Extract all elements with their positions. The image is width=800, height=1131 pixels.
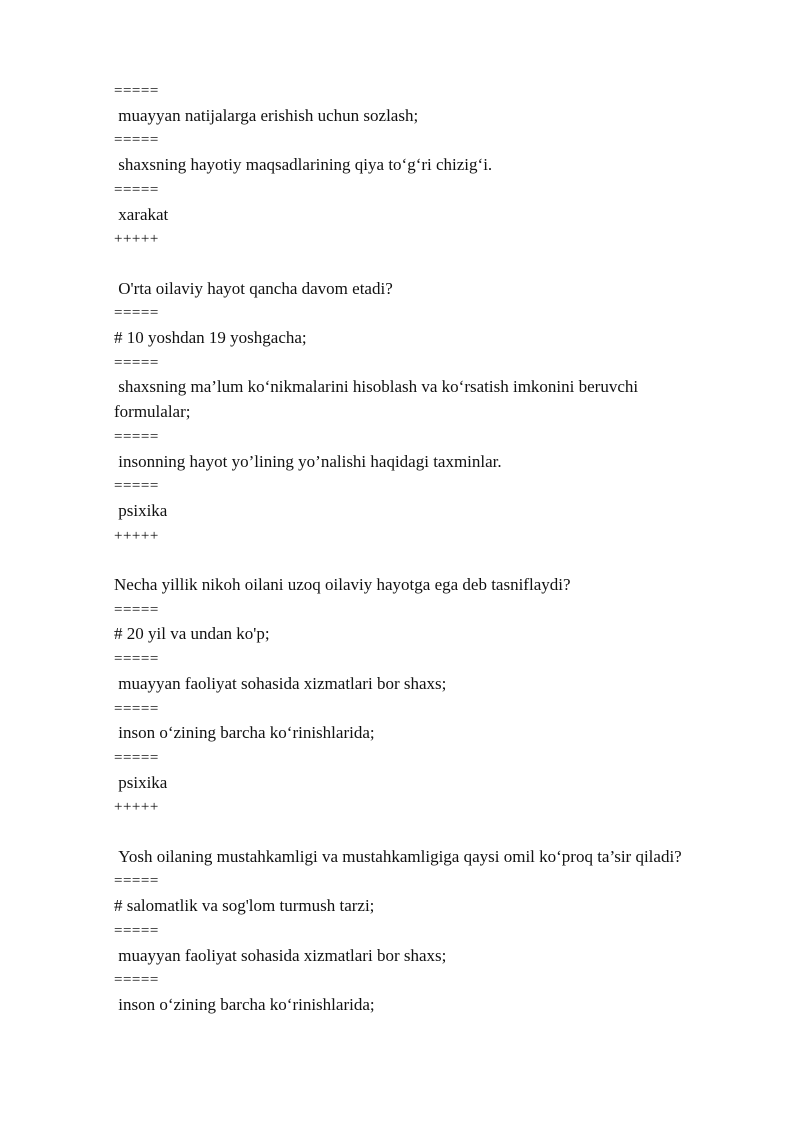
separator-line: +++++ (114, 799, 159, 816)
separator-line: ===== (114, 83, 159, 99)
text-line: Yosh oilaning mustahkamligi va mustahkamligiga qaysi omil ko‘proq ta’sir qiladi? (114, 846, 682, 866)
blank-line (114, 820, 714, 845)
text-line: O'rta oilaviy hayot qancha davom etadi? (114, 278, 393, 298)
text-line: # salomatlik va sog'lom turmush tarzi; (114, 896, 375, 916)
document-page (114, 79, 714, 1018)
text-line: shaxsning hayotiy maqsadlarining qiya to‘g‘ri chizig‘i. (114, 155, 493, 175)
text-line: psixika (114, 500, 168, 520)
separator-line: +++++ (114, 231, 159, 248)
separator-line: ===== (114, 651, 159, 668)
separator-line: ===== (114, 972, 159, 989)
separator-line: ===== (114, 922, 159, 939)
text-line: shaxsning ma’lum ko‘nikmalarini hisoblash va ko‘rsatish imkonini beruvchi formulalar; (114, 377, 643, 422)
separator-line: ===== (114, 354, 159, 371)
separator-line: +++++ (114, 527, 159, 544)
separator-line: ===== (114, 132, 159, 149)
text-line: # 10 yoshdan 19 yoshgacha; (114, 328, 307, 348)
text-line: Necha yillik nikoh oilani uzoq oilaviy hayotga ega deb tasniflaydi? (114, 575, 571, 595)
blank-line (114, 252, 714, 277)
blank-line (114, 548, 714, 573)
text-line: xarakat (114, 204, 169, 224)
separator-line: ===== (114, 873, 159, 890)
separator-line: ===== (114, 428, 159, 445)
text-line: muayyan natijalarga erishish uchun sozlash; (114, 105, 419, 125)
separator-line: ===== (114, 181, 159, 198)
text-line: muayyan faoliyat sohasida xizmatlari bor shaxs; (114, 673, 447, 693)
separator-line: ===== (114, 749, 159, 766)
text-line: muayyan faoliyat sohasida xizmatlari bor shaxs; (114, 945, 447, 965)
separator-line: ===== (114, 601, 159, 618)
separator-line: ===== (114, 478, 159, 495)
text-line: inson o‘zining barcha ko‘rinishlarida; (114, 994, 375, 1014)
text-line: insonning hayot yo’lining yo’nalishi haqidagi taxminlar. (114, 451, 502, 471)
text-line: # 20 yil va undan ko'p; (114, 624, 270, 644)
separator-line: ===== (114, 305, 159, 322)
separator-line: ===== (114, 700, 159, 717)
text-line: psixika (114, 772, 168, 792)
text-line: inson o‘zining barcha ko‘rinishlarida; (114, 723, 375, 743)
